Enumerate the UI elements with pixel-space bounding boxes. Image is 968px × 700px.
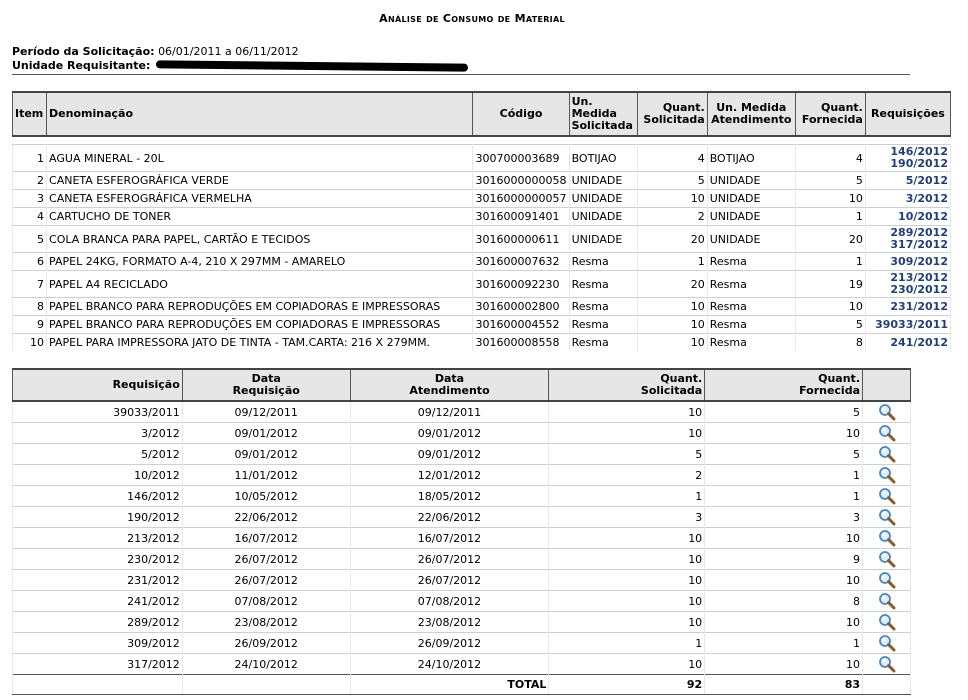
item-quant-solicitada: 10 (637, 316, 707, 334)
req-quant-solicitada: 10 (549, 549, 705, 570)
req-action (863, 423, 911, 444)
req-action (863, 507, 911, 528)
requisicao-row (13, 444, 911, 465)
requisicao-row (13, 612, 911, 633)
item-codigo: 301600008558 (473, 334, 569, 352)
requisicao-link[interactable]: 146/2012 (890, 145, 948, 158)
req-quant-fornecida: 1 (705, 486, 863, 507)
item-codigo: 301600000611 (473, 226, 569, 253)
req-action (863, 549, 911, 570)
item-quant-solicitada: 20 (637, 271, 707, 298)
req-quant-fornecida: 8 (705, 591, 863, 612)
item-un-atendimento: UNIDADE (707, 172, 795, 190)
item-un-solicitada: UNIDADE (569, 190, 637, 208)
requisicao-row (13, 401, 911, 423)
item-quant-fornecida: 1 (795, 253, 865, 271)
req-numero: 5/2012 (13, 444, 183, 465)
req-data-atendimento: 07/08/2012 (350, 591, 549, 612)
item-codigo: 301600007632 (473, 253, 569, 271)
item-codigo: 3016000000058 (473, 172, 569, 190)
item-quant-solicitada: 10 (637, 190, 707, 208)
req-data-atendimento: 26/07/2012 (350, 549, 549, 570)
magnifier-icon[interactable] (878, 529, 896, 547)
item-requisicoes (865, 145, 950, 172)
requisicao-link[interactable]: 230/2012 (890, 283, 948, 296)
magnifier-icon[interactable] (878, 508, 896, 526)
req-quant-fornecida: 10 (705, 423, 863, 444)
item-quant-fornecida: 10 (795, 190, 865, 208)
item-un-atendimento: Resma (707, 271, 795, 298)
item-un-solicitada: Resma (569, 316, 637, 334)
item-denominacao: COLA BRANCA PARA PAPEL, CARTÃO E TECIDOS (47, 226, 473, 253)
item-row (13, 190, 951, 208)
requisicao-row (13, 633, 911, 654)
req-data-requisicao: 22/06/2012 (182, 507, 350, 528)
req-quant-solicitada: 10 (549, 528, 705, 549)
item-denominacao: PAPEL BRANCO PARA REPRODUÇÕES EM COPIADORAS E IMPRESSORAS (47, 316, 473, 334)
req-data-requisicao: 09/01/2012 (182, 444, 350, 465)
magnifier-icon[interactable] (878, 592, 896, 610)
total-empty-3 (863, 675, 911, 695)
col-data-atendimento-2: Atendimento (409, 384, 490, 397)
item-row (13, 226, 951, 253)
item-codigo: 301600092230 (473, 271, 569, 298)
col-item: Item (13, 92, 47, 136)
req-data-requisicao: 16/07/2012 (182, 528, 350, 549)
req-quant-solicitada: 2 (549, 465, 705, 486)
item-quant-fornecida: 5 (795, 316, 865, 334)
requisicao-row (13, 423, 911, 444)
itens-body (13, 136, 951, 351)
requisicao-row (13, 465, 911, 486)
item-denominacao: CANETA ESFEROGRÁFICA VERDE (47, 172, 473, 190)
itens-table (12, 91, 951, 351)
item-denominacao: AGUA MINERAL - 20L (47, 145, 473, 172)
item-quant-fornecida: 10 (795, 298, 865, 316)
item-number: 9 (13, 316, 47, 334)
magnifier-icon[interactable] (878, 424, 896, 442)
item-un-solicitada: UNIDADE (569, 172, 637, 190)
req-quant-solicitada: 10 (549, 401, 705, 423)
req-action (863, 612, 911, 633)
req-data-requisicao: 09/12/2011 (182, 401, 350, 423)
col-codigo: Código (473, 92, 569, 136)
req-quant-fornecida: 3 (705, 507, 863, 528)
item-quant-solicitada: 1 (637, 253, 707, 271)
requisicoes-header-row (13, 369, 911, 401)
item-row (13, 334, 951, 352)
report-info (12, 45, 910, 73)
col-un-atendimento: Un. Medida Atendimento (707, 92, 795, 136)
spacer-cell (13, 136, 951, 145)
unidade-line (12, 59, 910, 73)
item-un-solicitada: UNIDADE (569, 208, 637, 226)
item-un-atendimento: UNIDADE (707, 190, 795, 208)
periodo-label: Período da Solicitação: (12, 45, 155, 58)
periodo-line (12, 45, 910, 59)
item-codigo: 301600091401 (473, 208, 569, 226)
col-requisicao: Requisição (13, 369, 183, 401)
item-denominacao: PAPEL A4 RECICLADO (47, 271, 473, 298)
item-un-solicitada: UNIDADE (569, 226, 637, 253)
req-numero: 289/2012 (13, 612, 183, 633)
item-requisicoes (865, 172, 950, 190)
requisicao-link[interactable]: 10/2012 (898, 209, 948, 223)
requisicao-link[interactable]: 3/2012 (905, 191, 948, 205)
req-data-atendimento: 26/09/2012 (350, 633, 549, 654)
requisicao-link[interactable]: 190/2012 (890, 157, 948, 170)
item-quant-fornecida: 4 (795, 145, 865, 172)
magnifier-icon[interactable] (878, 634, 896, 652)
requisicoes-table (12, 368, 911, 695)
item-row (13, 253, 951, 271)
item-un-solicitada: Resma (569, 253, 637, 271)
unidade-label: Unidade Requisitante: (12, 59, 151, 72)
item-denominacao: CANETA ESFEROGRÁFICA VERMELHA (47, 190, 473, 208)
requisicao-link[interactable]: 231/2012 (890, 299, 948, 313)
item-requisicoes (865, 253, 950, 271)
item-denominacao: PAPEL 24KG, FORMATO A-4, 210 X 297MM - AMARELO (47, 253, 473, 271)
magnifier-icon[interactable] (878, 571, 896, 589)
item-requisicoes (865, 190, 950, 208)
item-quant-solicitada: 20 (637, 226, 707, 253)
col-quant-solicitada: Quant. Solicitada (637, 92, 707, 136)
item-quant-fornecida: 20 (795, 226, 865, 253)
req-data-atendimento: 09/01/2012 (350, 444, 549, 465)
item-quant-fornecida: 5 (795, 172, 865, 190)
col-un-solicitada: Un. Medida Solicitada (569, 92, 637, 136)
req-data-requisicao: 07/08/2012 (182, 591, 350, 612)
req-data-requisicao: 10/05/2012 (182, 486, 350, 507)
req-quant-solicitada: 10 (549, 654, 705, 675)
col-data-atendimento-1: Data (434, 372, 465, 385)
item-quant-solicitada: 4 (637, 145, 707, 172)
req-action (863, 401, 911, 423)
item-row (13, 145, 951, 172)
req-numero: 39033/2011 (13, 401, 183, 423)
col-requisicoes: Requisições (865, 92, 950, 136)
req-action (863, 444, 911, 465)
req-data-requisicao: 09/01/2012 (182, 423, 350, 444)
total-empty-1 (13, 675, 183, 695)
item-requisicoes (865, 298, 950, 316)
item-row (13, 172, 951, 190)
req-data-atendimento: 23/08/2012 (350, 612, 549, 633)
total-solicitada: 92 (549, 675, 705, 695)
magnifier-icon[interactable] (878, 613, 896, 631)
req-data-atendimento: 18/05/2012 (350, 486, 549, 507)
req-action (863, 570, 911, 591)
item-number: 10 (13, 334, 47, 352)
req-quant-solicitada: 10 (549, 570, 705, 591)
col-quant-solicitada-req (549, 369, 705, 401)
item-un-atendimento: UNIDADE (707, 226, 795, 253)
item-denominacao: CARTUCHO DE TONER (47, 208, 473, 226)
req-quant-fornecida: 5 (705, 444, 863, 465)
req-data-requisicao: 24/10/2012 (182, 654, 350, 675)
requisicao-row (13, 570, 911, 591)
req-data-atendimento: 26/07/2012 (350, 570, 549, 591)
item-codigo: 3016000000057 (473, 190, 569, 208)
magnifier-icon[interactable] (878, 445, 896, 463)
item-un-atendimento: Resma (707, 334, 795, 352)
req-quant-solicitada: 10 (549, 612, 705, 633)
col-qs-1: Quant. (660, 372, 703, 385)
total-row (13, 675, 911, 695)
req-quant-fornecida: 10 (705, 570, 863, 591)
item-number: 1 (13, 145, 47, 172)
req-numero: 241/2012 (13, 591, 183, 612)
req-data-atendimento: 12/01/2012 (350, 465, 549, 486)
req-action (863, 486, 911, 507)
req-numero: 190/2012 (13, 507, 183, 528)
item-denominacao: PAPEL PARA IMPRESSORA JATO DE TINTA - TAM.CARTA: 216 X 279MM. (47, 334, 473, 352)
item-un-atendimento: UNIDADE (707, 208, 795, 226)
req-numero: 213/2012 (13, 528, 183, 549)
item-un-solicitada: Resma (569, 298, 637, 316)
requisicao-link[interactable]: 241/2012 (890, 335, 948, 349)
item-number: 8 (13, 298, 47, 316)
col-quant-fornecida: Quant. Fornecida (795, 92, 865, 136)
item-quant-solicitada: 10 (637, 334, 707, 352)
requisicao-link[interactable]: 289/2012 (890, 226, 948, 239)
total-fornecida: 83 (705, 675, 863, 695)
item-requisicoes (865, 226, 950, 253)
redacted-unidade (156, 60, 468, 71)
item-number: 7 (13, 271, 47, 298)
requisicao-link[interactable]: 317/2012 (890, 238, 948, 251)
req-action (863, 654, 911, 675)
item-un-atendimento: Resma (707, 253, 795, 271)
total-empty-2 (182, 675, 350, 695)
requisicao-link[interactable]: 213/2012 (890, 271, 948, 284)
item-quant-solicitada: 5 (637, 172, 707, 190)
req-data-requisicao: 26/07/2012 (182, 549, 350, 570)
item-quant-fornecida: 8 (795, 334, 865, 352)
req-quant-solicitada: 3 (549, 507, 705, 528)
req-quant-fornecida: 10 (705, 612, 863, 633)
req-numero: 309/2012 (13, 633, 183, 654)
item-requisicoes (865, 334, 950, 352)
req-quant-fornecida: 1 (705, 465, 863, 486)
itens-header-row (13, 92, 951, 136)
item-codigo: 300700003689 (473, 145, 569, 172)
item-un-atendimento: Resma (707, 316, 795, 334)
req-numero: 3/2012 (13, 423, 183, 444)
req-quant-fornecida: 9 (705, 549, 863, 570)
item-row (13, 208, 951, 226)
req-numero: 230/2012 (13, 549, 183, 570)
header-divider (12, 74, 910, 75)
req-data-requisicao: 23/08/2012 (182, 612, 350, 633)
item-row (13, 298, 951, 316)
requisicao-link[interactable]: 39033/2011 (875, 317, 948, 331)
requisicao-link[interactable]: 309/2012 (890, 254, 948, 268)
col-data-requisicao (182, 369, 350, 401)
requisicoes-body (13, 401, 911, 675)
requisicao-row (13, 654, 911, 675)
req-quant-fornecida: 5 (705, 401, 863, 423)
requisicao-row (13, 528, 911, 549)
periodo-value: 06/01/2011 a 06/11/2012 (158, 45, 299, 58)
total-label: TOTAL (350, 675, 549, 695)
magnifier-icon[interactable] (878, 550, 896, 568)
req-data-atendimento: 16/07/2012 (350, 528, 549, 549)
col-denominacao: Denominação (47, 92, 473, 136)
item-quant-fornecida: 1 (795, 208, 865, 226)
req-numero: 146/2012 (13, 486, 183, 507)
req-data-atendimento: 22/06/2012 (350, 507, 549, 528)
item-number: 6 (13, 253, 47, 271)
item-requisicoes (865, 208, 950, 226)
magnifier-icon[interactable] (878, 403, 896, 421)
page-title: Análise de Consumo de Material (379, 12, 565, 25)
req-numero: 317/2012 (13, 654, 183, 675)
col-qf-1: Quant. (818, 372, 860, 385)
req-action (863, 528, 911, 549)
requisicao-row (13, 507, 911, 528)
req-data-atendimento: 24/10/2012 (350, 654, 549, 675)
item-quant-fornecida: 19 (795, 271, 865, 298)
item-number: 4 (13, 208, 47, 226)
col-quant-fornecida-req (705, 369, 863, 401)
req-data-atendimento: 09/12/2011 (350, 401, 549, 423)
magnifier-icon[interactable] (878, 655, 896, 673)
col-data-requisicao-2: Requisição (232, 384, 300, 397)
req-quant-fornecida: 1 (705, 633, 863, 654)
item-number: 3 (13, 190, 47, 208)
item-quant-solicitada: 2 (637, 208, 707, 226)
req-action (863, 591, 911, 612)
req-quant-fornecida: 10 (705, 654, 863, 675)
req-data-atendimento: 09/01/2012 (350, 423, 549, 444)
req-quant-solicitada: 10 (549, 591, 705, 612)
item-un-solicitada: Resma (569, 334, 637, 352)
req-data-requisicao: 26/09/2012 (182, 633, 350, 654)
req-quant-solicitada: 5 (549, 444, 705, 465)
item-denominacao: PAPEL BRANCO PARA REPRODUÇÕES EM COPIADORAS E IMPRESSORAS (47, 298, 473, 316)
req-quant-solicitada: 1 (549, 486, 705, 507)
req-action (863, 465, 911, 486)
item-requisicoes (865, 316, 950, 334)
col-qf-2: Fornecida (799, 384, 860, 397)
item-un-solicitada: Resma (569, 271, 637, 298)
item-un-atendimento: Resma (707, 298, 795, 316)
req-data-requisicao: 11/01/2012 (182, 465, 350, 486)
req-quant-solicitada: 10 (549, 423, 705, 444)
item-number: 2 (13, 172, 47, 190)
item-quant-solicitada: 10 (637, 298, 707, 316)
req-numero: 231/2012 (13, 570, 183, 591)
magnifier-icon[interactable] (878, 487, 896, 505)
item-un-atendimento: BOTIJAO (707, 145, 795, 172)
requisicao-row (13, 549, 911, 570)
req-quant-solicitada: 1 (549, 633, 705, 654)
item-codigo: 301600002800 (473, 298, 569, 316)
itens-spacer (13, 136, 951, 145)
item-row (13, 271, 951, 298)
col-actions (863, 369, 911, 401)
req-action (863, 633, 911, 654)
item-codigo: 301600004552 (473, 316, 569, 334)
magnifier-icon[interactable] (878, 466, 896, 484)
req-numero: 10/2012 (13, 465, 183, 486)
requisicao-link[interactable]: 5/2012 (905, 173, 948, 187)
req-data-requisicao: 26/07/2012 (182, 570, 350, 591)
item-requisicoes (865, 271, 950, 298)
requisicao-row (13, 486, 911, 507)
item-row (13, 316, 951, 334)
item-un-solicitada: BOTIJAO (569, 145, 637, 172)
item-number: 5 (13, 226, 47, 253)
req-quant-fornecida: 10 (705, 528, 863, 549)
col-qs-2: Solicitada (640, 384, 703, 397)
requisicao-row (13, 591, 911, 612)
col-data-requisicao-1: Data (251, 372, 281, 385)
col-data-atendimento (350, 369, 549, 401)
